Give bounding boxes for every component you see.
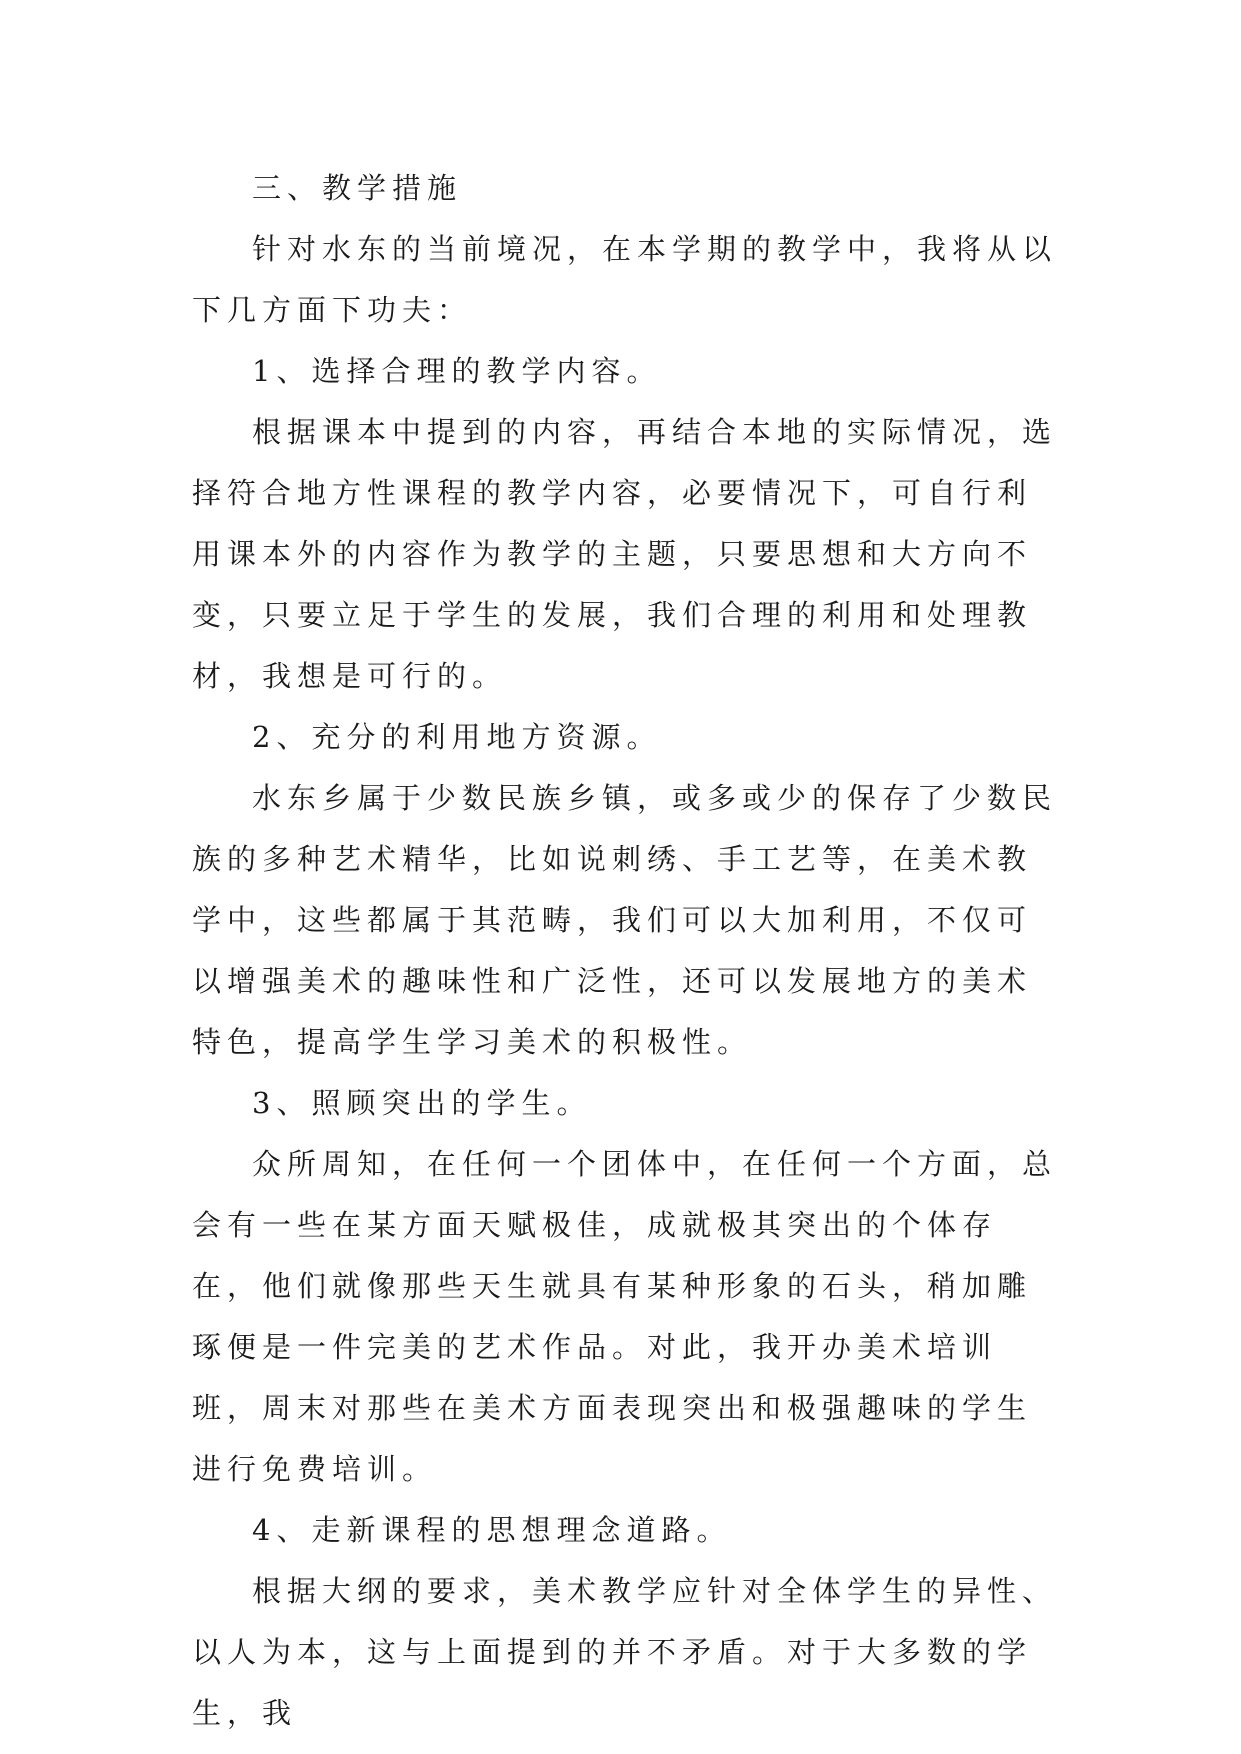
list-item-heading: 1、选择合理的教学内容。: [252, 354, 662, 388]
list-item-heading: 4、走新课程的思想理念道路。: [252, 1513, 732, 1547]
paragraph: 针对水东的当前境况，在本学期的教学中，我将从以下几方面下功夫：: [192, 232, 1058, 327]
list-item-heading: 2、充分的利用地方资源。: [252, 720, 662, 754]
paragraph: 根据大纲的要求，美术教学应针对全体学生的异性、以人为本，这与上面提到的并不矛盾。对于大多数的学生，我: [192, 1574, 1058, 1730]
document-body: [192, 158, 1062, 1744]
paragraph: 众所周知，在任何一个团体中，在任何一个方面，总会有一些在某方面天赋极佳，成就极其突出的个体存在，他们就像那些天生就具有某种形象的石头，稍加雕琢便是一件完美的艺术作品。对此，我开办美术培训班，周末对那些在美术方面表现突出和极强趣味的学生进行免费培训。: [192, 1147, 1058, 1486]
list-item-heading: 3、照顾突出的学生。: [252, 1086, 592, 1120]
section-heading: 三、教学措施: [252, 171, 463, 205]
paragraph: 水东乡属于少数民族乡镇，或多或少的保存了少数民族的多种艺术精华，比如说刺绣、手工艺等，在美术教学中，这些都属于其范畴，我们可以大加利用，不仅可以增强美术的趣味性和广泛性，还可以发展地方的美术特色，提高学生学习美术的积极性。: [192, 781, 1058, 1059]
paragraph: 根据课本中提到的内容，再结合本地的实际情况，选择符合地方性课程的教学内容，必要情况下，可自行利用课本外的内容作为教学的主题，只要思想和大方向不变，只要立足于学生的发展，我们合理的利用和处理教材，我想是可行的。: [192, 415, 1058, 693]
